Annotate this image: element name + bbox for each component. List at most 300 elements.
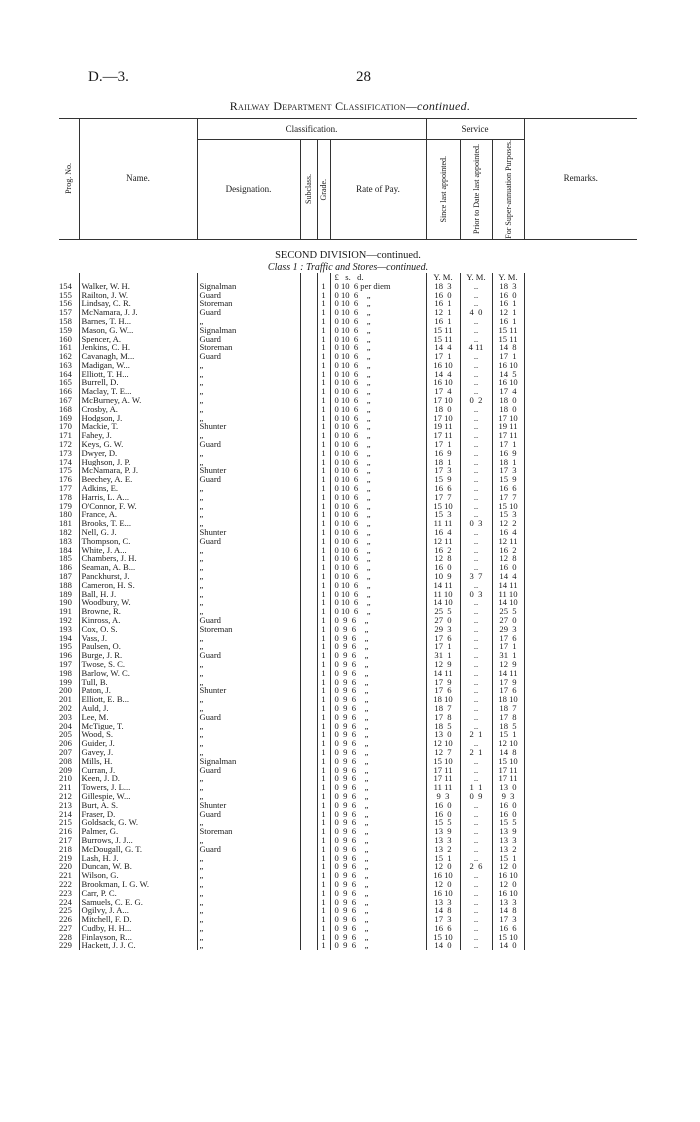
remarks-cell (524, 695, 637, 704)
prior-cell: .. (460, 854, 492, 863)
grade-cell: 1 (317, 414, 330, 423)
prior-cell: .. (460, 510, 492, 519)
since-last-cell: 13 2 (426, 845, 460, 854)
designation-cell: „ (197, 669, 300, 678)
since-last-cell: 27 0 (426, 616, 460, 625)
superannuation-cell: 27 0 (492, 616, 524, 625)
since-last-cell: 10 9 (426, 572, 460, 581)
subclass-cell (300, 651, 317, 660)
rate-cell: 0 10 6 „ (330, 546, 426, 555)
table-row (59, 660, 637, 669)
prog-no-cell: 207 (59, 747, 72, 757)
subclass-cell (300, 625, 317, 634)
since-last-cell: 12 0 (426, 862, 460, 871)
superannuation-cell: 15 11 (492, 326, 524, 335)
grade-cell: 1 (317, 440, 330, 449)
name-cell: Cudby, H. H... (79, 924, 197, 933)
remarks-cell (524, 475, 637, 484)
rate-cell: 0 9 6 „ (330, 854, 426, 863)
name-cell: Towers, J. L... (79, 783, 197, 792)
prog-no-cell: 156 (59, 299, 72, 309)
designation-cell: „ (197, 730, 300, 739)
designation-cell: Guard (197, 651, 300, 660)
since-last-cell: 15 3 (426, 510, 460, 519)
subclass-cell (300, 774, 317, 783)
remarks-cell (524, 616, 637, 625)
grade-cell: 1 (317, 378, 330, 387)
grade-cell: 1 (317, 748, 330, 757)
prog-no-cell: 229 (59, 941, 72, 951)
table-row (59, 906, 637, 915)
prior-cell: 2 6 (460, 862, 492, 871)
prior-cell: .. (460, 598, 492, 607)
grade-cell: 1 (317, 871, 330, 880)
table-row (59, 343, 637, 352)
rate-cell: 0 9 6 „ (330, 783, 426, 792)
since-last-cell: 11 11 (426, 519, 460, 528)
since-last-cell: 15 11 (426, 326, 460, 335)
grade-cell: 1 (317, 493, 330, 502)
superannuation-cell: 13 0 (492, 783, 524, 792)
prog-no-cell: 167 (59, 396, 72, 405)
name-cell: Tull, B. (79, 678, 197, 687)
table-row (59, 405, 637, 414)
prog-no-cell: 209 (59, 765, 72, 775)
superannuation-cell: 15 9 (492, 475, 524, 484)
subclass-cell (300, 642, 317, 651)
rate-cell: 0 10 6 „ (330, 317, 426, 326)
grade-cell: 1 (317, 510, 330, 519)
subclass-cell (300, 326, 317, 335)
since-last-cell: 9 3 (426, 792, 460, 801)
remarks-cell (524, 291, 637, 300)
subclass-cell (300, 414, 317, 423)
name-cell: McBurney, A. W. (79, 396, 197, 405)
name-cell: Mitchell, F. D. (79, 915, 197, 924)
table-row (59, 361, 637, 370)
superannuation-cell: 14 8 (492, 906, 524, 915)
designation-cell: „ (197, 783, 300, 792)
prog-no-cell: 224 (59, 897, 72, 907)
superannuation-cell: 12 2 (492, 519, 524, 528)
name-cell: Ball, H. J. (79, 590, 197, 599)
name-cell: Keys, G. W. (79, 440, 197, 449)
designation-cell: „ (197, 704, 300, 713)
since-last-cell: 14 10 (426, 598, 460, 607)
prior-cell: 2 1 (460, 730, 492, 739)
designation-cell: „ (197, 941, 300, 950)
subclass-cell (300, 730, 317, 739)
grade-cell: 1 (317, 854, 330, 863)
designation-cell: Storeman (197, 343, 300, 352)
rate-cell: 0 9 6 „ (330, 898, 426, 907)
table-row (59, 686, 637, 695)
since-last-cell: 25 5 (426, 607, 460, 616)
prior-cell: .. (460, 422, 492, 431)
name-cell: Fraser, D. (79, 810, 197, 819)
prior-cell: .. (460, 458, 492, 467)
since-last-cell: 12 0 (426, 880, 460, 889)
prior-cell: .. (460, 484, 492, 493)
prior-cell: .. (460, 810, 492, 819)
grade-cell: 1 (317, 686, 330, 695)
name-cell: Gillespie, W... (79, 792, 197, 801)
prior-cell: .. (460, 291, 492, 300)
designation-cell: „ (197, 431, 300, 440)
rate-cell: 0 10 6 „ (330, 581, 426, 590)
table-row (59, 510, 637, 519)
superannuation-cell: 15 10 (492, 502, 524, 511)
remarks-cell (524, 554, 637, 563)
rate-cell: 0 10 6 „ (330, 449, 426, 458)
table-row (59, 739, 637, 748)
designation-cell: „ (197, 898, 300, 907)
name-cell: Burrows, J. J... (79, 836, 197, 845)
grade-cell: 1 (317, 449, 330, 458)
since-last-cell: 15 1 (426, 854, 460, 863)
rate-cell: 0 10 6 „ (330, 387, 426, 396)
remarks-cell (524, 590, 637, 599)
prog-no-cell: 212 (59, 791, 72, 801)
designation-cell: „ (197, 546, 300, 555)
designation-cell: „ (197, 361, 300, 370)
rate-cell: 0 9 6 „ (330, 634, 426, 643)
table-row (59, 783, 637, 792)
subclass-cell (300, 722, 317, 731)
name-cell: Paulsen, O. (79, 642, 197, 651)
superannuation-cell: 16 0 (492, 563, 524, 572)
remarks-cell (524, 370, 637, 379)
since-last-cell: 16 6 (426, 924, 460, 933)
name-cell: Spencer, A. (79, 335, 197, 344)
document-reference: D.—3. (88, 69, 129, 85)
subclass-cell (300, 783, 317, 792)
table-row (59, 924, 637, 933)
grade-cell: 1 (317, 458, 330, 467)
prior-to-date-header: Prior to Date last appointed. (460, 140, 492, 240)
subclass-cell (300, 387, 317, 396)
prog-no-cell: 161 (59, 343, 72, 353)
rate-cell: 0 10 6 „ (330, 590, 426, 599)
since-last-cell: 17 6 (426, 634, 460, 643)
since-last-cell: 15 5 (426, 818, 460, 827)
superannuation-cell: 17 11 (492, 774, 524, 783)
designation-cell: Guard (197, 291, 300, 300)
remarks-cell (524, 572, 637, 581)
table-row (59, 431, 637, 440)
rate-cell: 0 10 6 „ (330, 484, 426, 493)
rate-cell: 0 10 6 „ (330, 502, 426, 511)
remarks-cell (524, 871, 637, 880)
remarks-cell (524, 502, 637, 511)
rate-cell: 0 9 6 „ (330, 792, 426, 801)
remarks-cell (524, 783, 637, 792)
prior-cell: .. (460, 282, 492, 291)
grade-cell: 1 (317, 792, 330, 801)
table-row (59, 563, 637, 572)
since-last-cell: 18 3 (426, 282, 460, 291)
remarks-cell (524, 792, 637, 801)
title-text: Railway Department Classification (229, 99, 406, 113)
rate-cell: 0 9 6 „ (330, 757, 426, 766)
name-cell: Mills, H. (79, 757, 197, 766)
subclass-cell (300, 282, 317, 291)
remarks-cell (524, 845, 637, 854)
grade-cell: 1 (317, 326, 330, 335)
designation-cell: „ (197, 722, 300, 731)
subclass-cell (300, 299, 317, 308)
superannuation-cell: 12 0 (492, 880, 524, 889)
designation-cell: „ (197, 871, 300, 880)
subclass-cell (300, 924, 317, 933)
table-row (59, 528, 637, 537)
since-last-cell: 19 11 (426, 422, 460, 431)
designation-cell: „ (197, 836, 300, 845)
prior-cell: .. (460, 607, 492, 616)
since-last-cell: 17 9 (426, 678, 460, 687)
table-row (59, 519, 637, 528)
superannuation-cell: 17 3 (492, 915, 524, 924)
table-row (59, 616, 637, 625)
table-row (59, 862, 637, 871)
superannuation-cell: 12 0 (492, 862, 524, 871)
name-cell: Nell, G. J. (79, 528, 197, 537)
prior-cell: .. (460, 528, 492, 537)
designation-cell: Guard (197, 537, 300, 546)
name-cell: McNamara, P. J. (79, 466, 197, 475)
since-last-cell: 12 10 (426, 739, 460, 748)
table-row (59, 299, 637, 308)
prior-cell: 0 3 (460, 519, 492, 528)
superannuation-cell: 18 1 (492, 458, 524, 467)
grade-cell: 1 (317, 810, 330, 819)
superannuation-cell: 14 10 (492, 598, 524, 607)
prog-no-cell: 225 (59, 906, 72, 916)
prior-cell: .. (460, 625, 492, 634)
superannuation-cell: 17 9 (492, 678, 524, 687)
prog-no-cell: 174 (59, 457, 72, 467)
superannuation-cell: 18 5 (492, 722, 524, 731)
superannuation-cell: 15 5 (492, 818, 524, 827)
designation-cell: „ (197, 739, 300, 748)
table-row (59, 651, 637, 660)
table-row (59, 378, 637, 387)
designation-cell: „ (197, 774, 300, 783)
table-row (59, 466, 637, 475)
superannuation-cell: 13 2 (492, 845, 524, 854)
page-number: 28 (356, 69, 371, 85)
prog-no-cell: 178 (59, 492, 72, 502)
name-cell: Madigan, W... (79, 361, 197, 370)
subclass-cell (300, 361, 317, 370)
table-row (59, 774, 637, 783)
prior-cell: .. (460, 537, 492, 546)
table-row (59, 880, 637, 889)
subclass-cell (300, 572, 317, 581)
remarks-cell (524, 933, 637, 942)
subclass-cell (300, 862, 317, 871)
since-last-cell: 12 9 (426, 660, 460, 669)
prior-cell: .. (460, 634, 492, 643)
prior-cell: 0 2 (460, 396, 492, 405)
name-cell: Brooks, T. E... (79, 519, 197, 528)
since-last-cell: 12 11 (426, 537, 460, 546)
name-cell: Harris, L. A... (79, 493, 197, 502)
name-cell: Walker, W. H. (79, 282, 197, 291)
rate-cell: 0 9 6 „ (330, 642, 426, 651)
remarks-cell (524, 669, 637, 678)
since-last-cell: 13 9 (426, 827, 460, 836)
prior-cell: .. (460, 686, 492, 695)
grade-cell: 1 (317, 282, 330, 291)
rate-cell: 0 10 6 „ (330, 370, 426, 379)
table-row (59, 625, 637, 634)
grade-cell: 1 (317, 941, 330, 950)
grade-cell: 1 (317, 862, 330, 871)
designation-cell: „ (197, 854, 300, 863)
remarks-cell (524, 625, 637, 634)
subclass-cell (300, 510, 317, 519)
table-row (59, 291, 637, 300)
superannuation-cell: 12 9 (492, 660, 524, 669)
rate-cell: 0 9 6 „ (330, 651, 426, 660)
remarks-cell (524, 827, 637, 836)
since-last-cell: 31 1 (426, 651, 460, 660)
rate-cell: 0 9 6 „ (330, 686, 426, 695)
remarks-cell (524, 335, 637, 344)
superannuation-cell: 14 4 (492, 572, 524, 581)
rate-cell: 0 10 6 „ (330, 431, 426, 440)
name-cell: France, A. (79, 510, 197, 519)
subclass-cell (300, 854, 317, 863)
prog-no-cell: 211 (59, 783, 72, 792)
remarks-cell (524, 915, 637, 924)
table-row (59, 827, 637, 836)
since-last-header: Since last appointed. (426, 140, 460, 240)
prog-no-cell: 187 (59, 572, 72, 581)
remarks-cell (524, 810, 637, 819)
prog-no-cell: 180 (59, 510, 72, 520)
rate-cell: 0 10 6 „ (330, 528, 426, 537)
prior-cell: 3 7 (460, 572, 492, 581)
name-cell: Palmer, G. (79, 827, 197, 836)
table-row (59, 757, 637, 766)
rate-cell: 0 9 6 „ (330, 933, 426, 942)
remarks-cell (524, 361, 637, 370)
rate-cell: 0 10 6 „ (330, 352, 426, 361)
table-row (59, 396, 637, 405)
superannuation-cell: 18 0 (492, 405, 524, 414)
superannuation-cell: 14 5 (492, 370, 524, 379)
remarks-cell (524, 686, 637, 695)
since-last-cell: 14 8 (426, 906, 460, 915)
rate-cell: 0 9 6 „ (330, 880, 426, 889)
since-last-cell: 17 3 (426, 466, 460, 475)
superannuation-cell: 17 8 (492, 713, 524, 722)
grade-cell: 1 (317, 880, 330, 889)
table-row (59, 493, 637, 502)
since-last-cell: 16 0 (426, 801, 460, 810)
grade-cell: 1 (317, 590, 330, 599)
superannuation-header: For Super-annuation Purposes. (492, 140, 524, 240)
name-cell: Seaman, A. B... (79, 563, 197, 572)
designation-cell: „ (197, 889, 300, 898)
name-cell: Thompson, C. (79, 537, 197, 546)
since-last-cell: 14 11 (426, 669, 460, 678)
remarks-cell (524, 642, 637, 651)
since-last-cell: 17 1 (426, 352, 460, 361)
remarks-header: Remarks. (524, 119, 637, 240)
rate-cell: 0 9 6 „ (330, 704, 426, 713)
superannuation-cell: 15 11 (492, 335, 524, 344)
remarks-cell (524, 651, 637, 660)
subclass-cell (300, 810, 317, 819)
rate-cell: 0 9 6 „ (330, 678, 426, 687)
grade-cell: 1 (317, 695, 330, 704)
since-last-cell: 17 10 (426, 396, 460, 405)
superannuation-cell: 17 1 (492, 440, 524, 449)
remarks-cell (524, 704, 637, 713)
table-row (59, 818, 637, 827)
remarks-cell (524, 378, 637, 387)
superannuation-cell: 15 3 (492, 510, 524, 519)
prior-cell: 0 9 (460, 792, 492, 801)
prior-cell: .. (460, 906, 492, 915)
designation-header: Designation. (197, 140, 300, 240)
subclass-cell (300, 748, 317, 757)
rate-cell: 0 9 6 „ (330, 660, 426, 669)
grade-cell: 1 (317, 396, 330, 405)
superannuation-cell: 16 6 (492, 924, 524, 933)
rate-cell: 0 10 6 „ (330, 519, 426, 528)
table-row (59, 704, 637, 713)
rate-cell: 0 10 6 „ (330, 378, 426, 387)
table-row (59, 898, 637, 907)
prior-cell: .. (460, 713, 492, 722)
designation-cell: Signalman (197, 282, 300, 291)
grade-cell: 1 (317, 519, 330, 528)
prog-no-cell: 201 (59, 695, 72, 704)
table-row (59, 308, 637, 317)
name-cell: Hackett, J. J. C. (79, 941, 197, 950)
prog-no-cell: 226 (59, 915, 72, 924)
designation-cell: „ (197, 590, 300, 599)
prog-no-cell: 184 (59, 545, 72, 555)
prog-no-cell: 192 (59, 616, 72, 625)
remarks-cell (524, 308, 637, 317)
prog-no-cell: 194 (59, 633, 72, 643)
designation-cell: Shunter (197, 686, 300, 695)
since-units: Y. M. (426, 273, 460, 282)
superannuation-cell: 17 1 (492, 352, 524, 361)
designation-cell: Shunter (197, 466, 300, 475)
grade-cell: 1 (317, 361, 330, 370)
name-cell: Vass, J. (79, 634, 197, 643)
prior-cell: .. (460, 801, 492, 810)
remarks-cell (524, 387, 637, 396)
name-cell: Maclay, T. E... (79, 387, 197, 396)
name-cell: Crosby, A. (79, 405, 197, 414)
prog-no-cell: 166 (59, 387, 72, 397)
grade-cell: 1 (317, 827, 330, 836)
subclass-cell (300, 308, 317, 317)
grade-cell: 1 (317, 898, 330, 907)
subclass-cell (300, 898, 317, 907)
superannuation-cell: 18 3 (492, 282, 524, 291)
name-cell: Mackie, T. (79, 422, 197, 431)
rate-cell: 0 9 6 „ (330, 774, 426, 783)
subclass-cell (300, 818, 317, 827)
